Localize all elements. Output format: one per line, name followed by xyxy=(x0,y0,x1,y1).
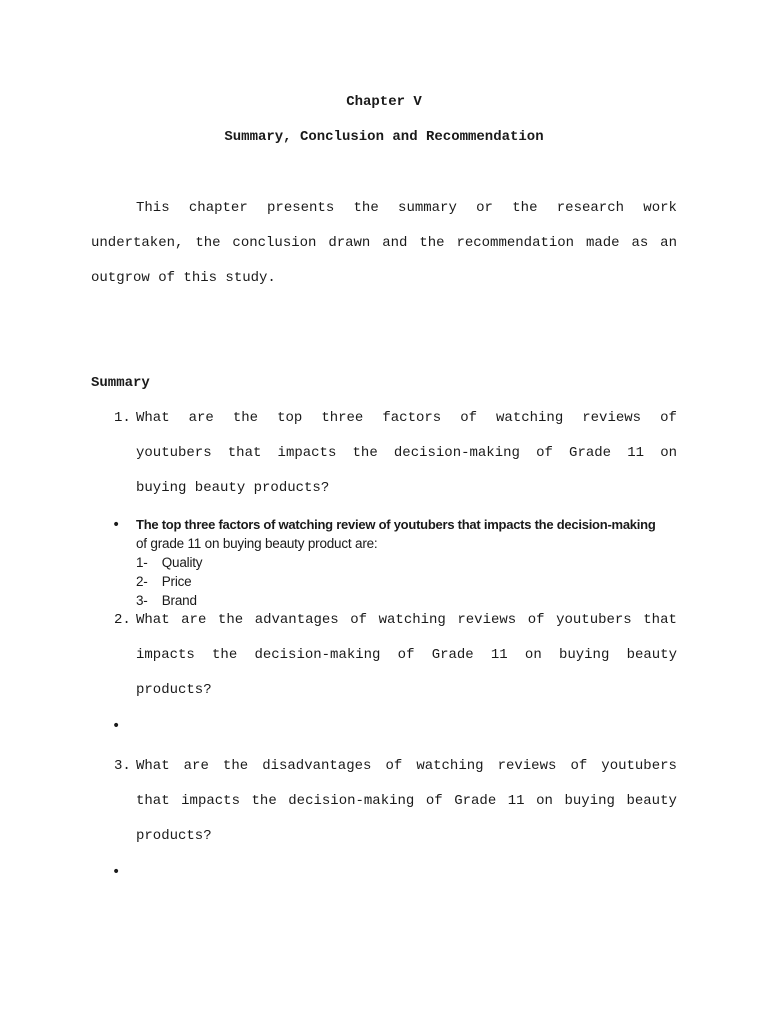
word: Grade xyxy=(454,793,497,809)
word: that xyxy=(643,612,677,628)
question-2-line-2 xyxy=(136,646,677,664)
word: work xyxy=(643,200,677,216)
word: Grade xyxy=(569,445,612,461)
word: conclusion xyxy=(232,235,317,251)
answer-2-bullet: • xyxy=(112,718,121,734)
intro-line-3: outgrow of this study. xyxy=(91,270,276,286)
word: recommendation xyxy=(456,235,575,251)
word: advantages xyxy=(254,612,339,628)
word: are xyxy=(181,612,207,628)
word: the xyxy=(419,235,445,251)
word: of xyxy=(570,758,588,774)
word: of xyxy=(425,793,443,809)
question-1-line-1 xyxy=(136,409,677,427)
word: the xyxy=(512,200,538,216)
word: of xyxy=(660,410,677,426)
answer-1-line-1: The top three factors of watching review of youtubers that impacts the decision-making xyxy=(136,517,656,532)
question-2-line-1 xyxy=(136,611,677,629)
word: buying xyxy=(558,647,610,663)
answer-1-item-2-number: 2- xyxy=(136,574,148,589)
word: youtubers xyxy=(136,445,212,461)
word: the xyxy=(212,647,238,663)
question-3-number: 3. xyxy=(114,758,131,774)
summary-heading: Summary xyxy=(91,375,150,391)
answer-3-bullet: • xyxy=(112,864,121,880)
word: on xyxy=(536,793,553,809)
question-1-number: 1. xyxy=(114,410,131,426)
question-2-number: 2. xyxy=(114,612,131,628)
question-1-line-2 xyxy=(136,444,677,462)
question-3-line-1 xyxy=(136,757,677,775)
intro-line-1 xyxy=(136,199,677,217)
word: are xyxy=(188,410,214,426)
word: the xyxy=(251,793,277,809)
question-1-line-3: buying beauty products? xyxy=(136,480,330,496)
word: This xyxy=(136,200,170,216)
word: decision-making xyxy=(393,445,520,461)
answer-1-item-1-number: 1- xyxy=(136,555,148,570)
word: of xyxy=(527,612,545,628)
answer-1-item-2 xyxy=(136,573,192,591)
word: of xyxy=(385,758,403,774)
word: of xyxy=(536,445,553,461)
answer-1-bullet: • xyxy=(112,517,121,533)
word: on xyxy=(660,445,677,461)
answer-1-item-1 xyxy=(136,554,202,572)
answer-1-item-2-label: Price xyxy=(161,574,192,589)
word: top xyxy=(277,410,303,426)
word: 11 xyxy=(627,445,645,461)
word: of xyxy=(460,410,477,426)
word: reviews xyxy=(497,758,557,774)
question-3-line-2 xyxy=(136,792,677,810)
chapter-subtitle: Summary, Conclusion and Recommendation xyxy=(224,129,544,145)
word: chapter xyxy=(188,200,248,216)
word: impacts xyxy=(277,445,337,461)
word: impacts xyxy=(181,793,240,809)
word: watching xyxy=(416,758,484,774)
word: factors xyxy=(382,410,442,426)
word: What xyxy=(136,758,170,774)
word: buying xyxy=(564,793,615,809)
word: reviews xyxy=(582,410,642,426)
word: youtubers xyxy=(601,758,677,774)
word: that xyxy=(227,445,262,461)
word: What xyxy=(136,410,170,426)
word: decision-making xyxy=(254,647,381,663)
word: What xyxy=(136,612,170,628)
word: the xyxy=(232,410,259,426)
word: reviews xyxy=(457,612,517,628)
question-2-line-3: products? xyxy=(136,682,212,698)
question-3-line-3: products? xyxy=(136,828,212,844)
word: the xyxy=(195,235,221,251)
word: summary xyxy=(398,200,457,216)
word: impacts xyxy=(136,647,195,663)
word: three xyxy=(321,410,364,426)
word: the xyxy=(222,758,249,774)
answer-1-item-1-label: Quality xyxy=(161,555,203,570)
answer-1-item-3-label: Brand xyxy=(161,593,197,608)
word: the xyxy=(353,200,379,216)
word: made xyxy=(585,235,620,251)
word: watching xyxy=(496,410,564,426)
word: decision-making xyxy=(288,793,415,809)
intro-line-2 xyxy=(91,234,677,252)
word: disadvantages xyxy=(262,758,372,774)
word: of xyxy=(397,647,415,663)
word: are xyxy=(183,758,209,774)
word: of xyxy=(350,612,368,628)
word: Grade xyxy=(431,647,474,663)
word: 11 xyxy=(490,647,508,663)
word: the xyxy=(217,612,244,628)
word: as xyxy=(631,235,649,251)
word: and xyxy=(382,235,408,251)
answer-1-item-3-number: 3- xyxy=(136,593,148,608)
word: 11 xyxy=(507,793,525,809)
word: that xyxy=(136,793,170,809)
answer-1-item-3 xyxy=(136,592,197,610)
word: an xyxy=(660,235,677,251)
word: on xyxy=(524,647,542,663)
word: research xyxy=(556,200,624,216)
word: presents xyxy=(267,200,335,216)
word: or xyxy=(476,200,493,216)
word: beauty xyxy=(626,793,677,809)
word: beauty xyxy=(626,647,677,663)
word: youtubers xyxy=(556,612,632,628)
word: drawn xyxy=(328,235,371,251)
word: the xyxy=(352,445,378,461)
chapter-title: Chapter V xyxy=(346,94,422,110)
word: watching xyxy=(378,612,446,628)
answer-1-line-2: of grade 11 on buying beauty product are: xyxy=(136,536,378,551)
word: undertaken, xyxy=(91,235,184,251)
